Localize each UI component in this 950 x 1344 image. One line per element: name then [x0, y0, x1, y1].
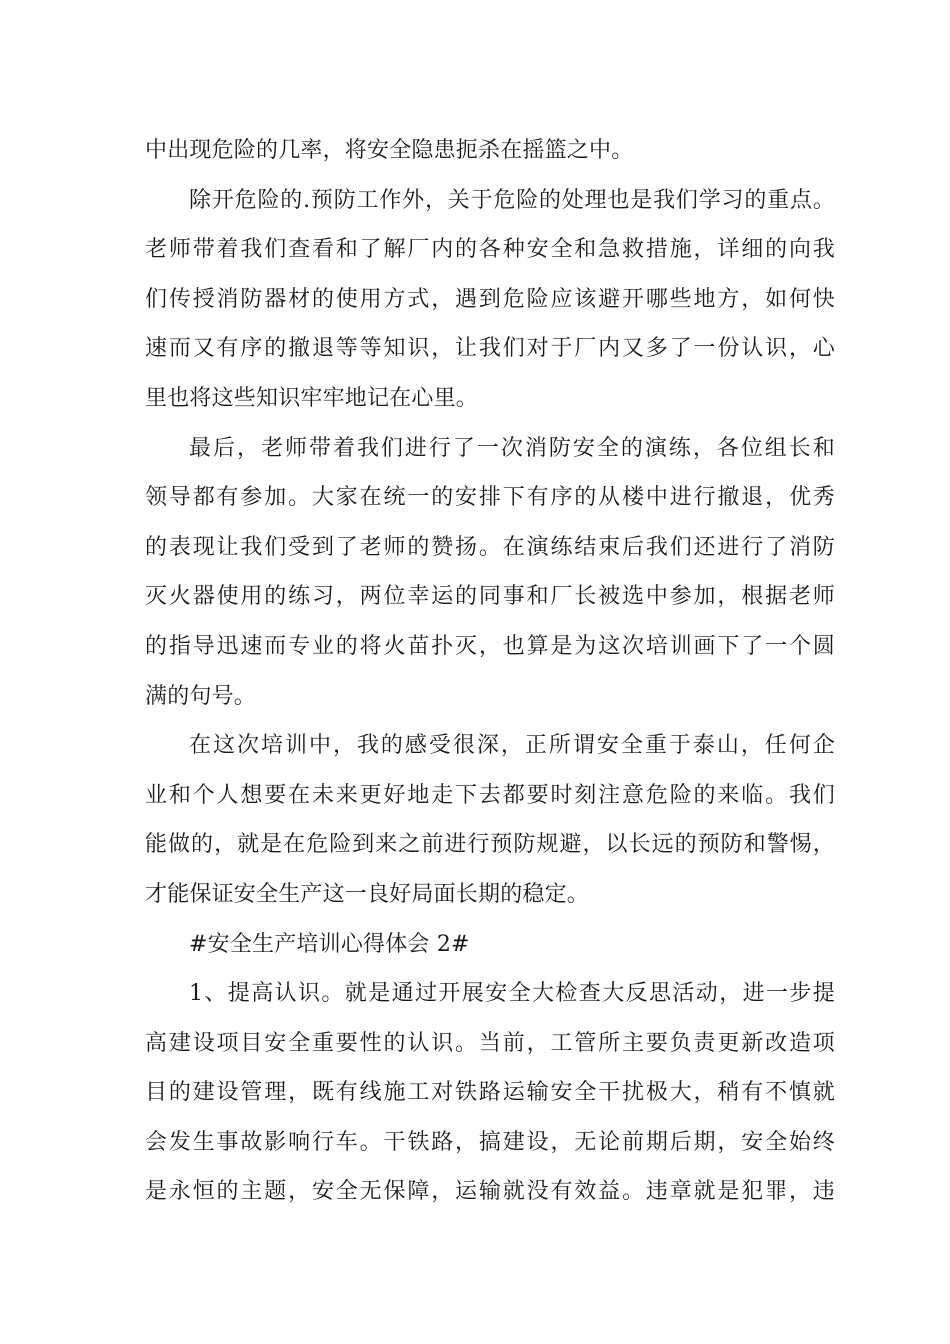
text-line: 们传授消防器材的使用方式，遇到危险应该避开哪些地方，如何快: [145, 286, 835, 312]
text-line: 最后，老师带着我们进行了一次消防安全的演练，各位组长和: [189, 435, 835, 461]
text-line: 老师带着我们查看和了解厂内的各种安全和急救措施，详细的向我: [145, 237, 835, 263]
text-line: 速而又有序的撤退等等知识，让我们对于厂内又多了一份认识，心: [145, 336, 835, 362]
text-line: 满的句号。: [145, 683, 257, 709]
text-line: 业和个人想要在未来更好地走下去都要时刻注意危险的来临。我们: [145, 782, 835, 808]
text-line: 目的建设管理，既有线施工对铁路运输安全干扰极大，稍有不慎就: [145, 1080, 835, 1106]
text-line: 的指导迅速而专业的将火苗扑灭，也算是为这次培训画下了一个圆: [145, 633, 835, 659]
text-line: 里也将这些知识牢牢地记在心里。: [145, 385, 479, 411]
text-line: 高建设项目安全重要性的认识。当前，工管所主要负责更新改造项: [145, 1030, 835, 1056]
text-line: 除开危险的.预防工作外，关于危险的处理也是我们学习的重点。: [189, 187, 835, 213]
text-line: 会发生事故影响行车。干铁路，搞建设，无论前期后期，安全始终: [145, 1129, 835, 1155]
text-line: 的表现让我们受到了老师的赞扬。在演练结束后我们还进行了消防: [145, 534, 835, 560]
text-line: 是永恒的主题，安全无保障，运输就没有效益。违章就是犯罪，违: [145, 1179, 835, 1205]
text-line: 1、提高认识。就是通过开展安全大检查大反思活动，进一步提: [189, 981, 835, 1007]
text-line: 在这次培训中，我的感受很深，正所谓安全重于泰山，任何企: [189, 733, 835, 759]
text-line: 灭火器使用的练习，两位幸运的同事和厂长被选中参加，根据老师: [145, 584, 835, 610]
text-line: #安全生产培训心得体会 2#: [189, 931, 470, 957]
text-line: 中出现危险的几率，将安全隐患扼杀在摇篮之中。: [145, 138, 634, 163]
text-line: 领导都有参加。大家在统一的安排下有序的从楼中进行撤退，优秀: [145, 485, 835, 511]
body-text: [145, 126, 835, 1217]
text-line: 能做的，就是在危险到来之前进行预防规避，以长远的预防和警惕，: [145, 832, 835, 858]
text-line: 才能保证安全生产这一良好局面长期的稳定。: [145, 881, 590, 907]
